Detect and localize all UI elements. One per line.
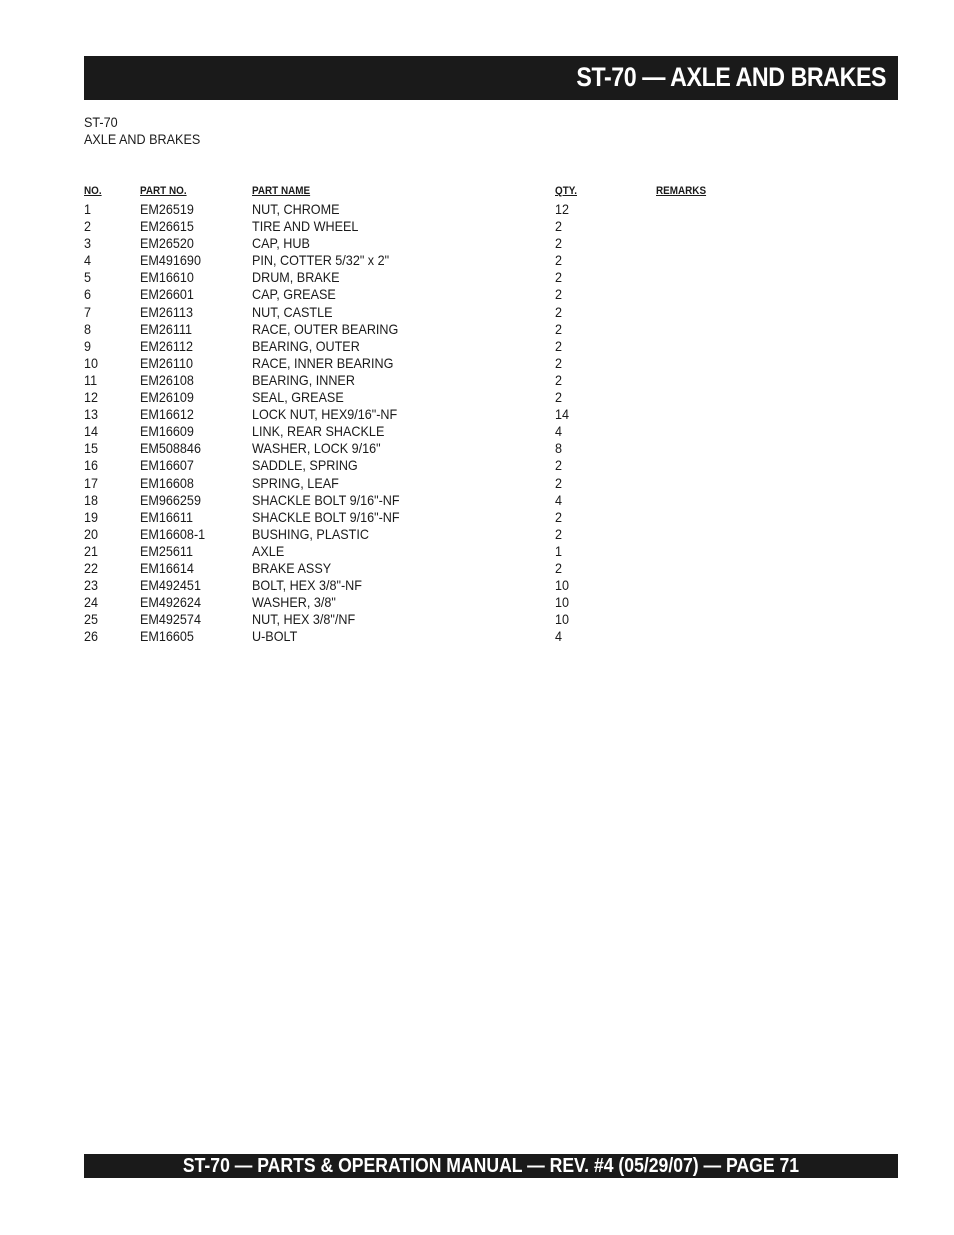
cell-qty: 2 <box>555 235 563 252</box>
cell-no: 1 <box>84 201 92 217</box>
column-header-part-no: PART NO. <box>140 185 187 197</box>
cell-part-name: AXLE <box>252 542 285 559</box>
cell-part-name: NUT, HEX 3/8"/NF <box>252 611 356 628</box>
cell-no: 3 <box>84 235 92 252</box>
cell-no: 15 <box>84 440 99 457</box>
table-row <box>84 286 784 303</box>
page-title: ST-70 — AXLE AND BRAKES <box>576 62 886 92</box>
cell-part-name: SHACKLE BOLT 9/16"-NF <box>252 491 400 508</box>
cell-part-no: EM26111 <box>140 320 193 337</box>
cell-part-no: EM16608 <box>140 474 194 491</box>
cell-no: 16 <box>84 457 99 474</box>
column-header-no: NO. <box>84 185 102 197</box>
cell-no: 10 <box>84 354 99 371</box>
cell-part-no: EM25611 <box>140 542 194 559</box>
column-header-qty: QTY. <box>555 185 578 197</box>
cell-qty: 2 <box>555 371 563 388</box>
table-row <box>84 269 784 286</box>
cell-no: 23 <box>84 577 99 594</box>
cell-part-no: EM16612 <box>140 406 194 423</box>
cell-part-name: WASHER, LOCK 9/16" <box>252 440 381 457</box>
table-row <box>84 457 784 474</box>
cell-part-name: BRAKE ASSY <box>252 559 332 576</box>
table-row <box>84 543 784 560</box>
cell-part-no: EM26520 <box>140 235 194 252</box>
table-row <box>84 611 784 628</box>
cell-part-no: EM26108 <box>140 371 194 388</box>
page-header-bar <box>84 56 898 100</box>
cell-qty: 1 <box>555 542 563 559</box>
table-row <box>84 526 784 543</box>
cell-part-no: EM492451 <box>140 577 201 594</box>
cell-qty: 12 <box>555 201 570 217</box>
cell-no: 20 <box>84 525 99 542</box>
cell-qty: 2 <box>555 389 563 406</box>
cell-qty: 14 <box>555 406 570 423</box>
cell-part-no: EM26110 <box>140 354 194 371</box>
cell-no: 2 <box>84 218 92 235</box>
cell-qty: 10 <box>555 611 570 628</box>
cell-part-no: EM16605 <box>140 628 194 645</box>
cell-no: 5 <box>84 269 92 286</box>
cell-no: 13 <box>84 406 99 423</box>
table-row <box>84 201 784 218</box>
cell-part-name: U-BOLT <box>252 628 298 645</box>
cell-no: 11 <box>84 371 98 388</box>
cell-part-no: EM16614 <box>140 559 194 576</box>
table-row <box>84 475 784 492</box>
cell-no: 25 <box>84 611 99 628</box>
cell-qty: 2 <box>555 303 563 320</box>
cell-part-no: EM26615 <box>140 218 194 235</box>
cell-qty: 2 <box>555 525 563 542</box>
cell-part-name: SADDLE, SPRING <box>252 457 358 474</box>
cell-part-no: EM492624 <box>140 594 201 611</box>
cell-part-no: EM491690 <box>140 252 201 269</box>
cell-part-no: EM26109 <box>140 389 194 406</box>
cell-part-name: RACE, INNER BEARING <box>252 354 394 371</box>
cell-no: 26 <box>84 628 99 645</box>
cell-qty: 2 <box>555 474 563 491</box>
cell-qty: 2 <box>555 252 563 269</box>
cell-part-name: PIN, COTTER 5/32" x 2" <box>252 252 390 269</box>
cell-no: 7 <box>84 303 92 320</box>
footer-text: ST-70 — PARTS & OPERATION MANUAL — REV. #4 (05/29/07) — PAGE 71 <box>182 1155 800 1177</box>
cell-qty: 2 <box>555 354 563 371</box>
cell-part-name: LOCK NUT, HEX9/16"-NF <box>252 406 398 423</box>
cell-qty: 2 <box>555 269 563 286</box>
table-header-row <box>84 184 784 201</box>
table-row <box>84 355 784 372</box>
cell-qty: 2 <box>555 457 563 474</box>
cell-part-name: CAP, GREASE <box>252 286 336 303</box>
table-row <box>84 338 784 355</box>
cell-part-no: EM26601 <box>140 286 194 303</box>
cell-qty: 10 <box>555 577 570 594</box>
cell-part-name: CAP, HUB <box>252 235 310 252</box>
cell-no: 18 <box>84 491 99 508</box>
column-header-part-name: PART NAME <box>252 185 311 197</box>
cell-part-name: LINK, REAR SHACKLE <box>252 423 385 440</box>
subtitle-section: AXLE AND BRAKES <box>84 131 201 147</box>
cell-no: 19 <box>84 508 99 525</box>
table-row <box>84 423 784 440</box>
table-row <box>84 577 784 594</box>
table-row <box>84 321 784 338</box>
page-footer-bar <box>84 1154 898 1178</box>
cell-part-name: DRUM, BRAKE <box>252 269 340 286</box>
cell-part-no: EM26113 <box>140 303 194 320</box>
cell-qty: 8 <box>555 440 563 457</box>
parts-table <box>84 184 784 645</box>
cell-part-name: SHACKLE BOLT 9/16"-NF <box>252 508 400 525</box>
cell-part-name: TIRE AND WHEEL <box>252 218 359 235</box>
cell-part-no: EM16611 <box>140 508 194 525</box>
cell-qty: 2 <box>555 286 563 303</box>
subtitle-model: ST-70 <box>84 114 118 130</box>
table-row <box>84 628 784 645</box>
cell-part-name: BUSHING, PLASTIC <box>252 525 369 542</box>
table-row <box>84 560 784 577</box>
cell-part-name: BEARING, INNER <box>252 371 355 388</box>
cell-part-name: NUT, CHROME <box>252 201 340 217</box>
column-header-remarks: REMARKS <box>656 185 707 197</box>
table-row <box>84 218 784 235</box>
cell-no: 8 <box>84 320 92 337</box>
cell-part-name: RACE, OUTER BEARING <box>252 320 399 337</box>
cell-qty: 2 <box>555 218 563 235</box>
cell-part-name: BEARING, OUTER <box>252 337 360 354</box>
cell-part-no: EM16608-1 <box>140 525 206 542</box>
cell-no: 9 <box>84 337 92 354</box>
section-subtitle <box>84 114 200 148</box>
cell-part-no: EM26112 <box>140 337 194 354</box>
table-row <box>84 594 784 611</box>
table-row <box>84 440 784 457</box>
cell-no: 21 <box>84 542 99 559</box>
cell-qty: 2 <box>555 337 563 354</box>
table-row <box>84 372 784 389</box>
cell-qty: 4 <box>555 628 563 645</box>
cell-part-no: EM508846 <box>140 440 201 457</box>
cell-no: 24 <box>84 594 99 611</box>
cell-part-name: WASHER, 3/8" <box>252 594 336 611</box>
cell-part-no: EM16609 <box>140 423 194 440</box>
cell-qty: 10 <box>555 594 570 611</box>
table-row <box>84 492 784 509</box>
table-row <box>84 304 784 321</box>
cell-no: 6 <box>84 286 92 303</box>
table-row <box>84 235 784 252</box>
cell-qty: 2 <box>555 559 563 576</box>
table-row <box>84 509 784 526</box>
table-row <box>84 389 784 406</box>
cell-qty: 2 <box>555 508 563 525</box>
cell-part-no: EM16607 <box>140 457 194 474</box>
table-body <box>84 201 784 645</box>
table-row <box>84 406 784 423</box>
cell-part-name: NUT, CASTLE <box>252 303 333 320</box>
cell-part-no: EM16610 <box>140 269 194 286</box>
table-row <box>84 252 784 269</box>
cell-qty: 4 <box>555 423 563 440</box>
cell-qty: 4 <box>555 491 563 508</box>
cell-no: 17 <box>84 474 99 491</box>
cell-no: 22 <box>84 559 99 576</box>
cell-part-no: EM492574 <box>140 611 201 628</box>
cell-qty: 2 <box>555 320 563 337</box>
cell-part-name: BOLT, HEX 3/8"-NF <box>252 577 362 594</box>
cell-part-no: EM26519 <box>140 201 194 217</box>
cell-part-no: EM966259 <box>140 491 201 508</box>
cell-no: 14 <box>84 423 99 440</box>
cell-no: 12 <box>84 389 99 406</box>
cell-part-name: SPRING, LEAF <box>252 474 339 491</box>
cell-no: 4 <box>84 252 92 269</box>
cell-part-name: SEAL, GREASE <box>252 389 344 406</box>
